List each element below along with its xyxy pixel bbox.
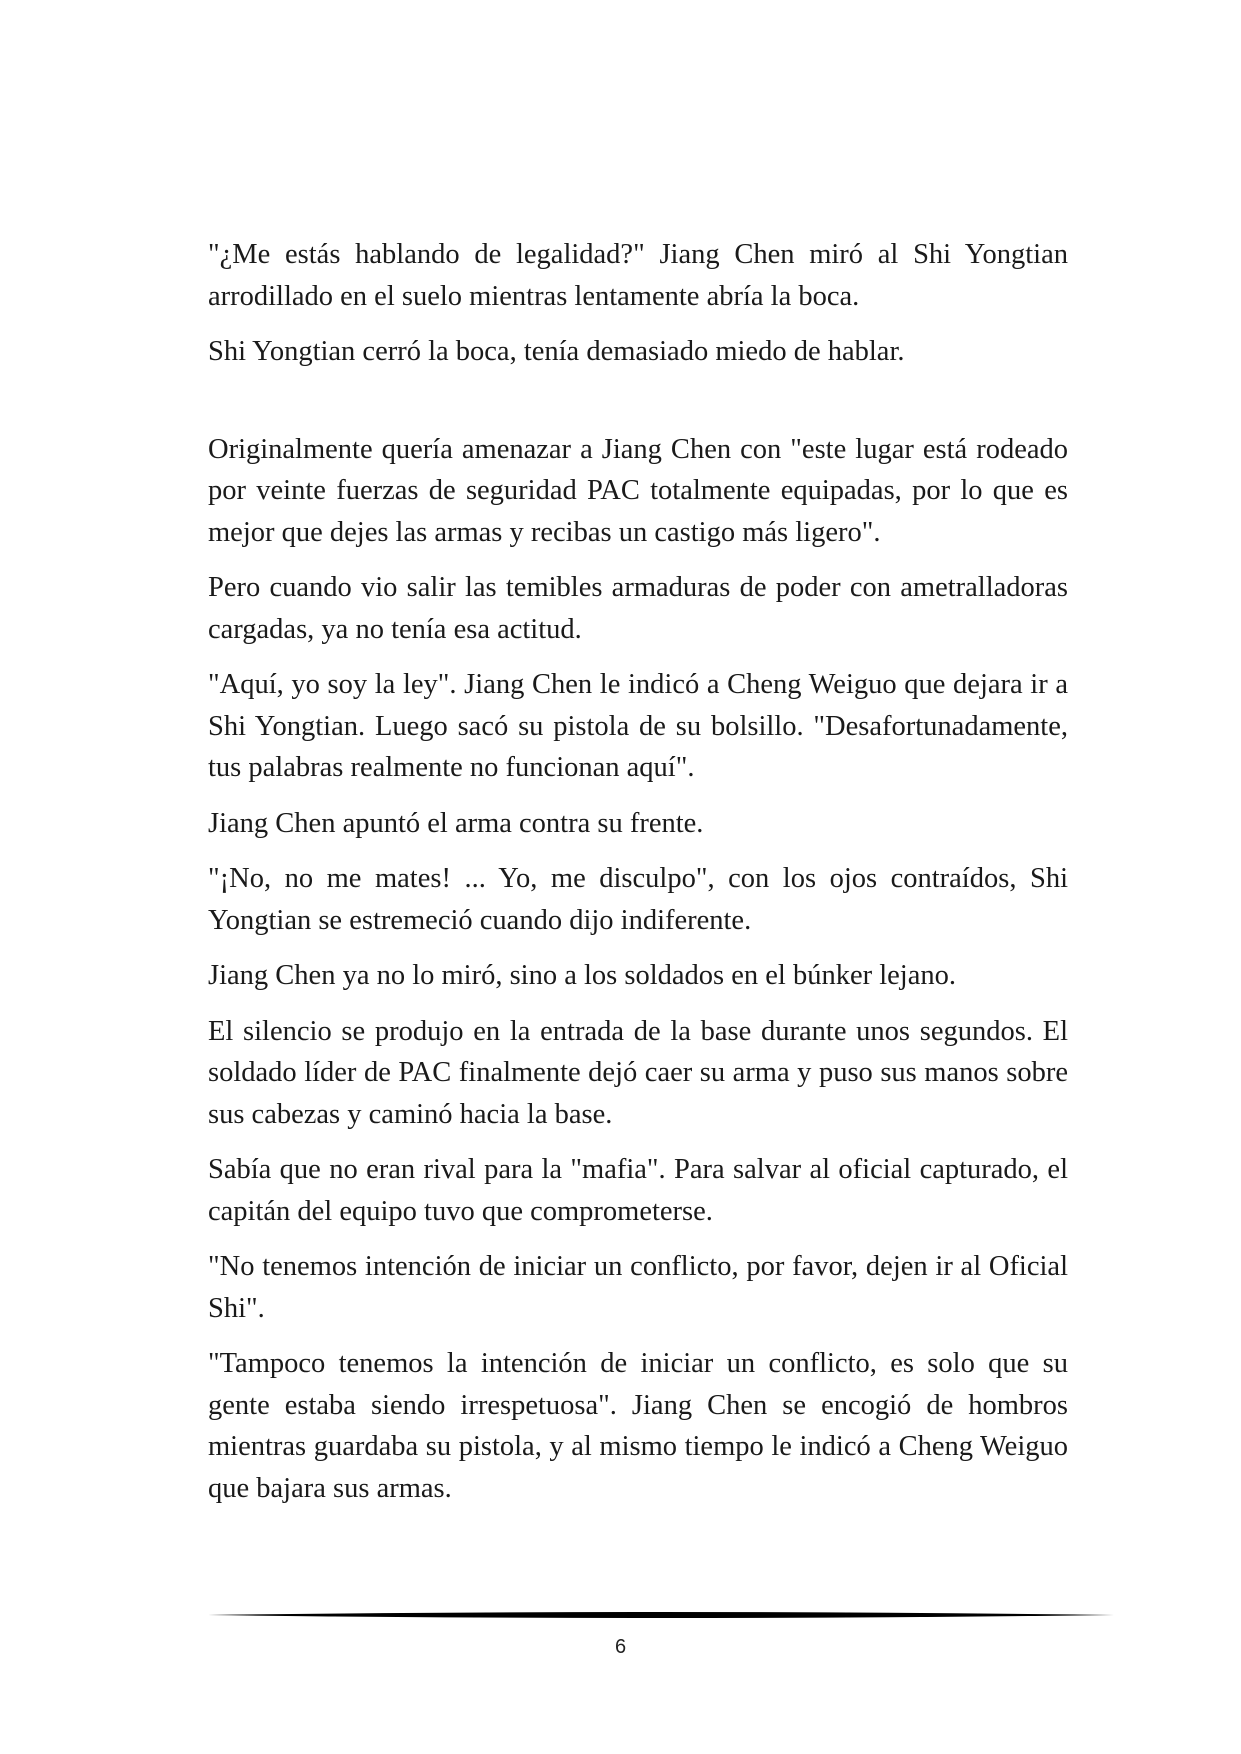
paragraph: "No tenemos intención de iniciar un conflicto, por favor, dejen ir al Oficial Shi".: [208, 1251, 1068, 1324]
paragraph: El silencio se produjo en la entrada de la base durante unos segundos. El soldado líder de PAC finalmente dejó caer su arma y puso sus manos sobre sus cabezas y caminó hacia la base.: [208, 1015, 1068, 1130]
paragraph: Jiang Chen apuntó el arma contra su frente.: [208, 807, 704, 839]
paragraph: Pero cuando vio salir las temibles armaduras de poder con ametralladoras cargadas, ya no tenía esa actitud.: [208, 572, 1068, 645]
footer-divider: [208, 1610, 1114, 1620]
paragraph: "Aquí, yo soy la ley". Jiang Chen le indicó a Cheng Weiguo que dejara ir a Shi Yongtian. Luego sacó su pistola de su bolsillo. "Desafortunadamente, tus palabras realmente no funcionan aquí".: [208, 669, 1068, 783]
paragraph: Originalmente quería amenazar a Jiang Chen con "este lugar está rodeado por veinte fuerzas de seguridad PAC totalmente equipadas, por lo que es mejor que dejes las armas y recibas un castigo más ligero".: [208, 433, 1068, 548]
paragraph: Shi Yongtian cerró la boca, tenía demasiado miedo de hablar.: [208, 336, 905, 367]
paragraph: "Tampoco tenemos la intención de iniciar un conflicto, es solo que su gente estaba siendo irrespetuosa". Jiang Chen se encogió de hombros mientras guardaba su pistola, y al mismo tiempo le indicó a Cheng Weiguo que bajara sus armas.: [208, 1348, 1068, 1504]
paragraph: "¡No, no me mates! ... Yo, me disculpo", con los ojos contraídos, Shi Yongtian se estremeció cuando dijo indiferente.: [208, 863, 1068, 936]
body-text: [208, 234, 1068, 1523]
paragraph: Jiang Chen ya no lo miró, sino a los soldados en el búnker lejano.: [208, 960, 956, 991]
paragraph: Sabía que no eran rival para la "mafia". Para salvar al oficial capturado, el capitán del equipo tuvo que comprometerse.: [208, 1154, 1068, 1227]
paragraph: "¿Me estás hablando de legalidad?" Jiang Chen miró al Shi Yongtian arrodillado en el suelo mientras lentamente abría la boca.: [208, 239, 1068, 312]
page-number: 6: [614, 1636, 627, 1658]
